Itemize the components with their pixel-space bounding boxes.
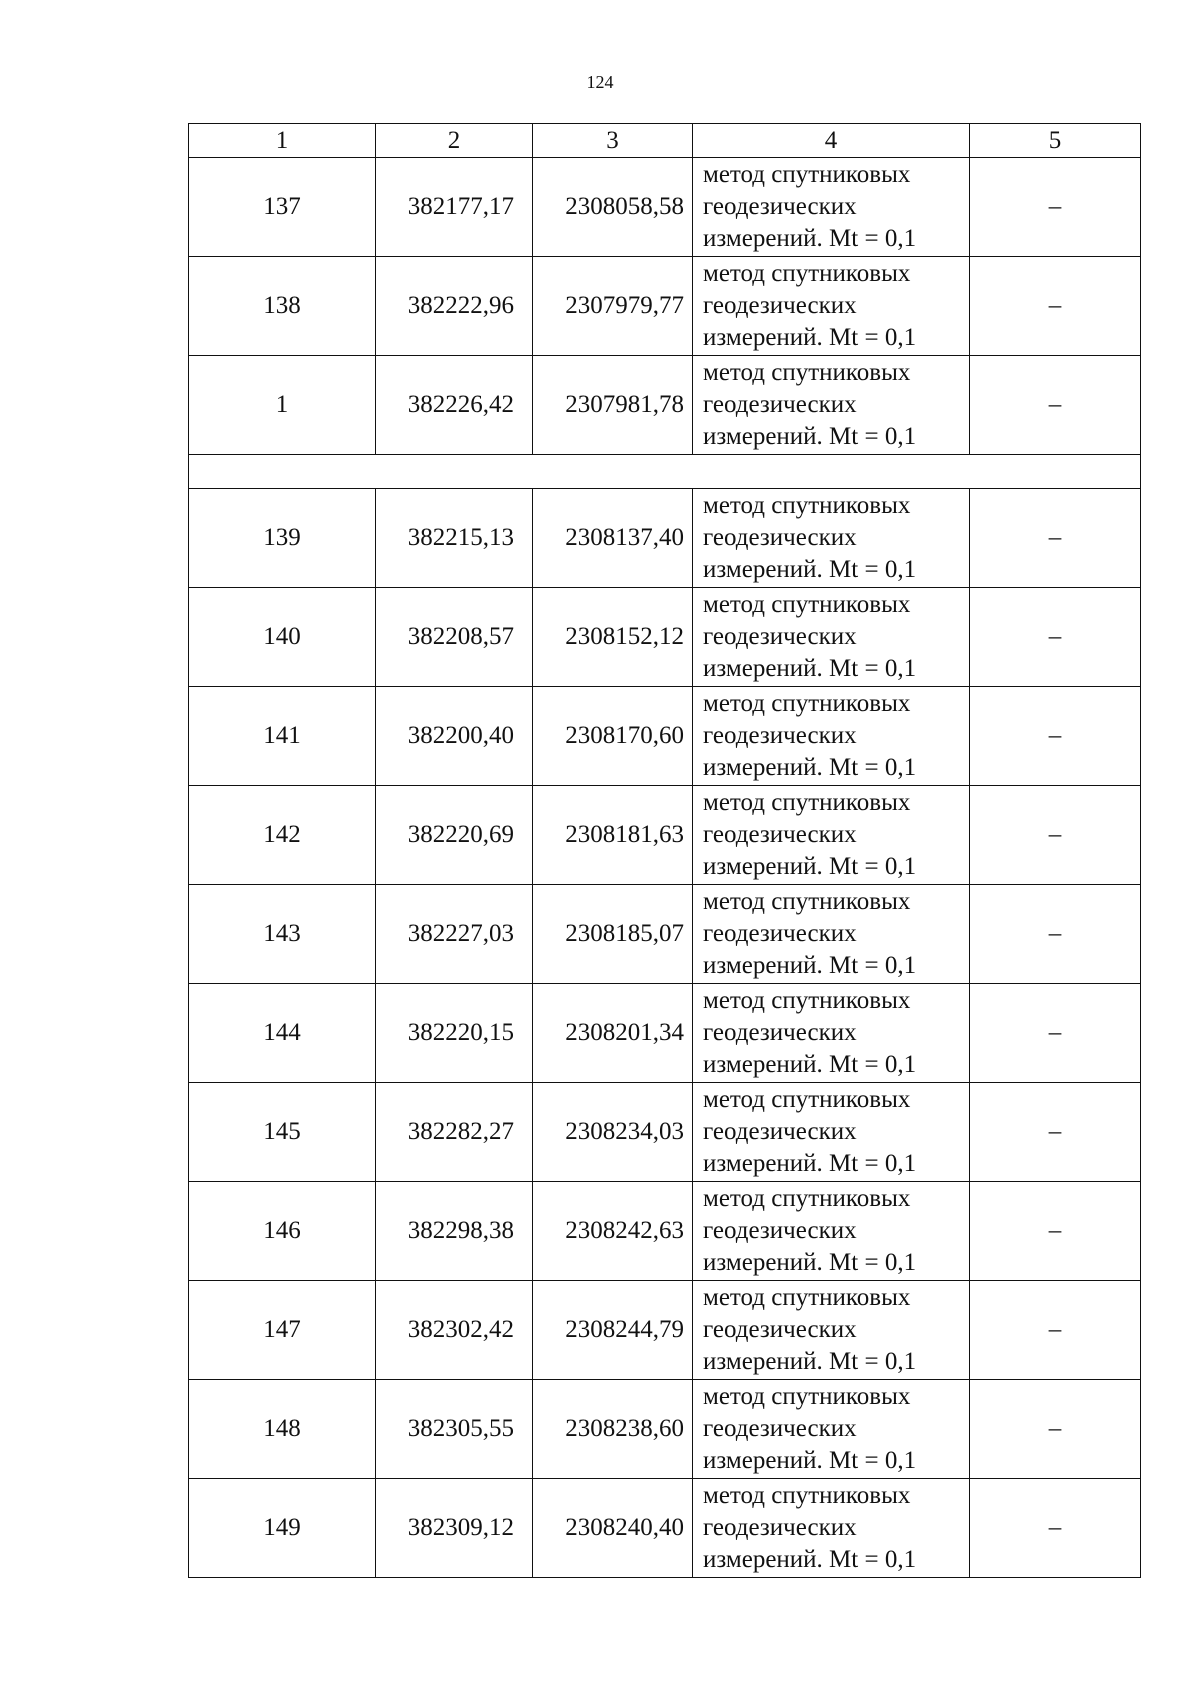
method-line: геодезических <box>703 722 857 749</box>
point-number-cell: 148 <box>189 1380 376 1479</box>
table-row <box>189 257 1141 356</box>
y-coordinate-cell: 2308238,60 <box>533 1380 693 1479</box>
method-cell <box>693 1182 970 1281</box>
method-line: геодезических <box>703 292 857 319</box>
column-header-1: 1 <box>189 124 376 158</box>
y-coordinate-cell: 2308242,63 <box>533 1182 693 1281</box>
note-cell: – <box>970 1182 1141 1281</box>
table-body <box>189 158 1141 1578</box>
method-line: измерений. Mt = 0,1 <box>703 225 917 252</box>
x-coordinate-cell: 382227,03 <box>376 885 533 984</box>
method-line: измерений. Mt = 0,1 <box>703 556 917 583</box>
y-coordinate-cell: 2308058,58 <box>533 158 693 257</box>
header-row <box>189 124 1141 158</box>
method-line: геодезических <box>703 1514 857 1541</box>
note-cell: – <box>970 786 1141 885</box>
point-number-cell: 145 <box>189 1083 376 1182</box>
method-line: метод спутниковых <box>703 492 911 519</box>
method-line: геодезических <box>703 1019 857 1046</box>
table-row <box>189 1182 1141 1281</box>
table-row <box>189 885 1141 984</box>
note-cell: – <box>970 588 1141 687</box>
method-line: метод спутниковых <box>703 1482 911 1509</box>
note-cell: – <box>970 687 1141 786</box>
method-line: геодезических <box>703 920 857 947</box>
y-coordinate-cell: 2308137,40 <box>533 489 693 588</box>
method-line: геодезических <box>703 1316 857 1343</box>
column-header-4: 4 <box>693 124 970 158</box>
x-coordinate-cell: 382226,42 <box>376 356 533 455</box>
table-row <box>189 158 1141 257</box>
note-cell: – <box>970 1380 1141 1479</box>
method-cell <box>693 158 970 257</box>
x-coordinate-cell: 382302,42 <box>376 1281 533 1380</box>
point-number-cell: 141 <box>189 687 376 786</box>
x-coordinate-cell: 382282,27 <box>376 1083 533 1182</box>
method-line: измерений. Mt = 0,1 <box>703 1249 917 1276</box>
method-line: измерений. Mt = 0,1 <box>703 1150 917 1177</box>
table-row <box>189 356 1141 455</box>
table-row <box>189 1380 1141 1479</box>
method-cell <box>693 1479 970 1578</box>
table-row <box>189 489 1141 588</box>
method-line: метод спутниковых <box>703 591 911 618</box>
point-number-cell: 149 <box>189 1479 376 1578</box>
method-line: геодезических <box>703 1217 857 1244</box>
table-row <box>189 687 1141 786</box>
method-line: геодезических <box>703 193 857 220</box>
method-line: измерений. Mt = 0,1 <box>703 853 917 880</box>
contour-separator-cell <box>189 455 1141 489</box>
page-number: 124 <box>586 72 614 92</box>
method-cell <box>693 1281 970 1380</box>
x-coordinate-cell: 382177,17 <box>376 158 533 257</box>
note-cell: – <box>970 257 1141 356</box>
method-cell <box>693 257 970 356</box>
method-line: геодезических <box>703 524 857 551</box>
point-number-cell: 137 <box>189 158 376 257</box>
y-coordinate-cell: 2308181,63 <box>533 786 693 885</box>
method-line: измерений. Mt = 0,1 <box>703 324 917 351</box>
note-cell: – <box>970 158 1141 257</box>
table-row <box>189 588 1141 687</box>
x-coordinate-cell: 382222,96 <box>376 257 533 356</box>
method-line: метод спутниковых <box>703 359 911 386</box>
table-row <box>189 1281 1141 1380</box>
method-line: метод спутниковых <box>703 690 911 717</box>
method-line: метод спутниковых <box>703 888 911 915</box>
x-coordinate-cell: 382305,55 <box>376 1380 533 1479</box>
note-cell: – <box>970 885 1141 984</box>
point-number-cell: 139 <box>189 489 376 588</box>
point-number-cell: 147 <box>189 1281 376 1380</box>
method-cell <box>693 687 970 786</box>
table-row <box>189 1083 1141 1182</box>
x-coordinate-cell: 382298,38 <box>376 1182 533 1281</box>
method-line: измерений. Mt = 0,1 <box>703 655 917 682</box>
method-line: измерений. Mt = 0,1 <box>703 754 917 781</box>
point-number-cell: 142 <box>189 786 376 885</box>
method-line: геодезических <box>703 623 857 650</box>
note-cell: – <box>970 489 1141 588</box>
method-line: метод спутниковых <box>703 260 911 287</box>
note-cell: – <box>970 1083 1141 1182</box>
point-number-cell: 1 <box>189 356 376 455</box>
method-cell <box>693 1083 970 1182</box>
x-coordinate-cell: 382309,12 <box>376 1479 533 1578</box>
coordinates-table <box>188 123 1141 1578</box>
point-number-cell: 140 <box>189 588 376 687</box>
note-cell: – <box>970 1281 1141 1380</box>
method-cell <box>693 1380 970 1479</box>
method-line: измерений. Mt = 0,1 <box>703 1447 917 1474</box>
method-line: метод спутниковых <box>703 1383 911 1410</box>
method-line: измерений. Mt = 0,1 <box>703 952 917 979</box>
note-cell: – <box>970 984 1141 1083</box>
point-number-cell: 138 <box>189 257 376 356</box>
x-coordinate-cell: 382220,69 <box>376 786 533 885</box>
method-line: метод спутниковых <box>703 1185 911 1212</box>
table-row <box>189 984 1141 1083</box>
method-line: измерений. Mt = 0,1 <box>703 1546 917 1573</box>
y-coordinate-cell: 2308170,60 <box>533 687 693 786</box>
point-number-cell: 146 <box>189 1182 376 1281</box>
y-coordinate-cell: 2308234,03 <box>533 1083 693 1182</box>
method-line: метод спутниковых <box>703 987 911 1014</box>
method-line: метод спутниковых <box>703 789 911 816</box>
table-row <box>189 1479 1141 1578</box>
note-cell: – <box>970 356 1141 455</box>
x-coordinate-cell: 382208,57 <box>376 588 533 687</box>
method-line: геодезических <box>703 1415 857 1442</box>
y-coordinate-cell: 2308152,12 <box>533 588 693 687</box>
x-coordinate-cell: 382215,13 <box>376 489 533 588</box>
method-cell <box>693 885 970 984</box>
method-line: метод спутниковых <box>703 1284 911 1311</box>
method-line: метод спутниковых <box>703 161 911 188</box>
table-row <box>189 786 1141 885</box>
method-cell <box>693 489 970 588</box>
method-line: измерений. Mt = 0,1 <box>703 1051 917 1078</box>
y-coordinate-cell: 2307981,78 <box>533 356 693 455</box>
method-line: геодезических <box>703 391 857 418</box>
point-number-cell: 144 <box>189 984 376 1083</box>
x-coordinate-cell: 382220,15 <box>376 984 533 1083</box>
y-coordinate-cell: 2308244,79 <box>533 1281 693 1380</box>
note-cell: – <box>970 1479 1141 1578</box>
column-header-3: 3 <box>533 124 693 158</box>
column-header-2: 2 <box>376 124 533 158</box>
method-line: измерений. Mt = 0,1 <box>703 1348 917 1375</box>
method-cell <box>693 984 970 1083</box>
y-coordinate-cell: 2308240,40 <box>533 1479 693 1578</box>
y-coordinate-cell: 2308201,34 <box>533 984 693 1083</box>
contour-separator-row <box>189 455 1141 489</box>
y-coordinate-cell: 2307979,77 <box>533 257 693 356</box>
method-line: геодезических <box>703 1118 857 1145</box>
method-line: измерений. Mt = 0,1 <box>703 423 917 450</box>
method-cell <box>693 588 970 687</box>
method-cell <box>693 356 970 455</box>
x-coordinate-cell: 382200,40 <box>376 687 533 786</box>
point-number-cell: 143 <box>189 885 376 984</box>
table-header <box>189 124 1141 158</box>
method-cell <box>693 786 970 885</box>
y-coordinate-cell: 2308185,07 <box>533 885 693 984</box>
method-line: метод спутниковых <box>703 1086 911 1113</box>
method-line: геодезических <box>703 821 857 848</box>
column-header-5: 5 <box>970 124 1141 158</box>
